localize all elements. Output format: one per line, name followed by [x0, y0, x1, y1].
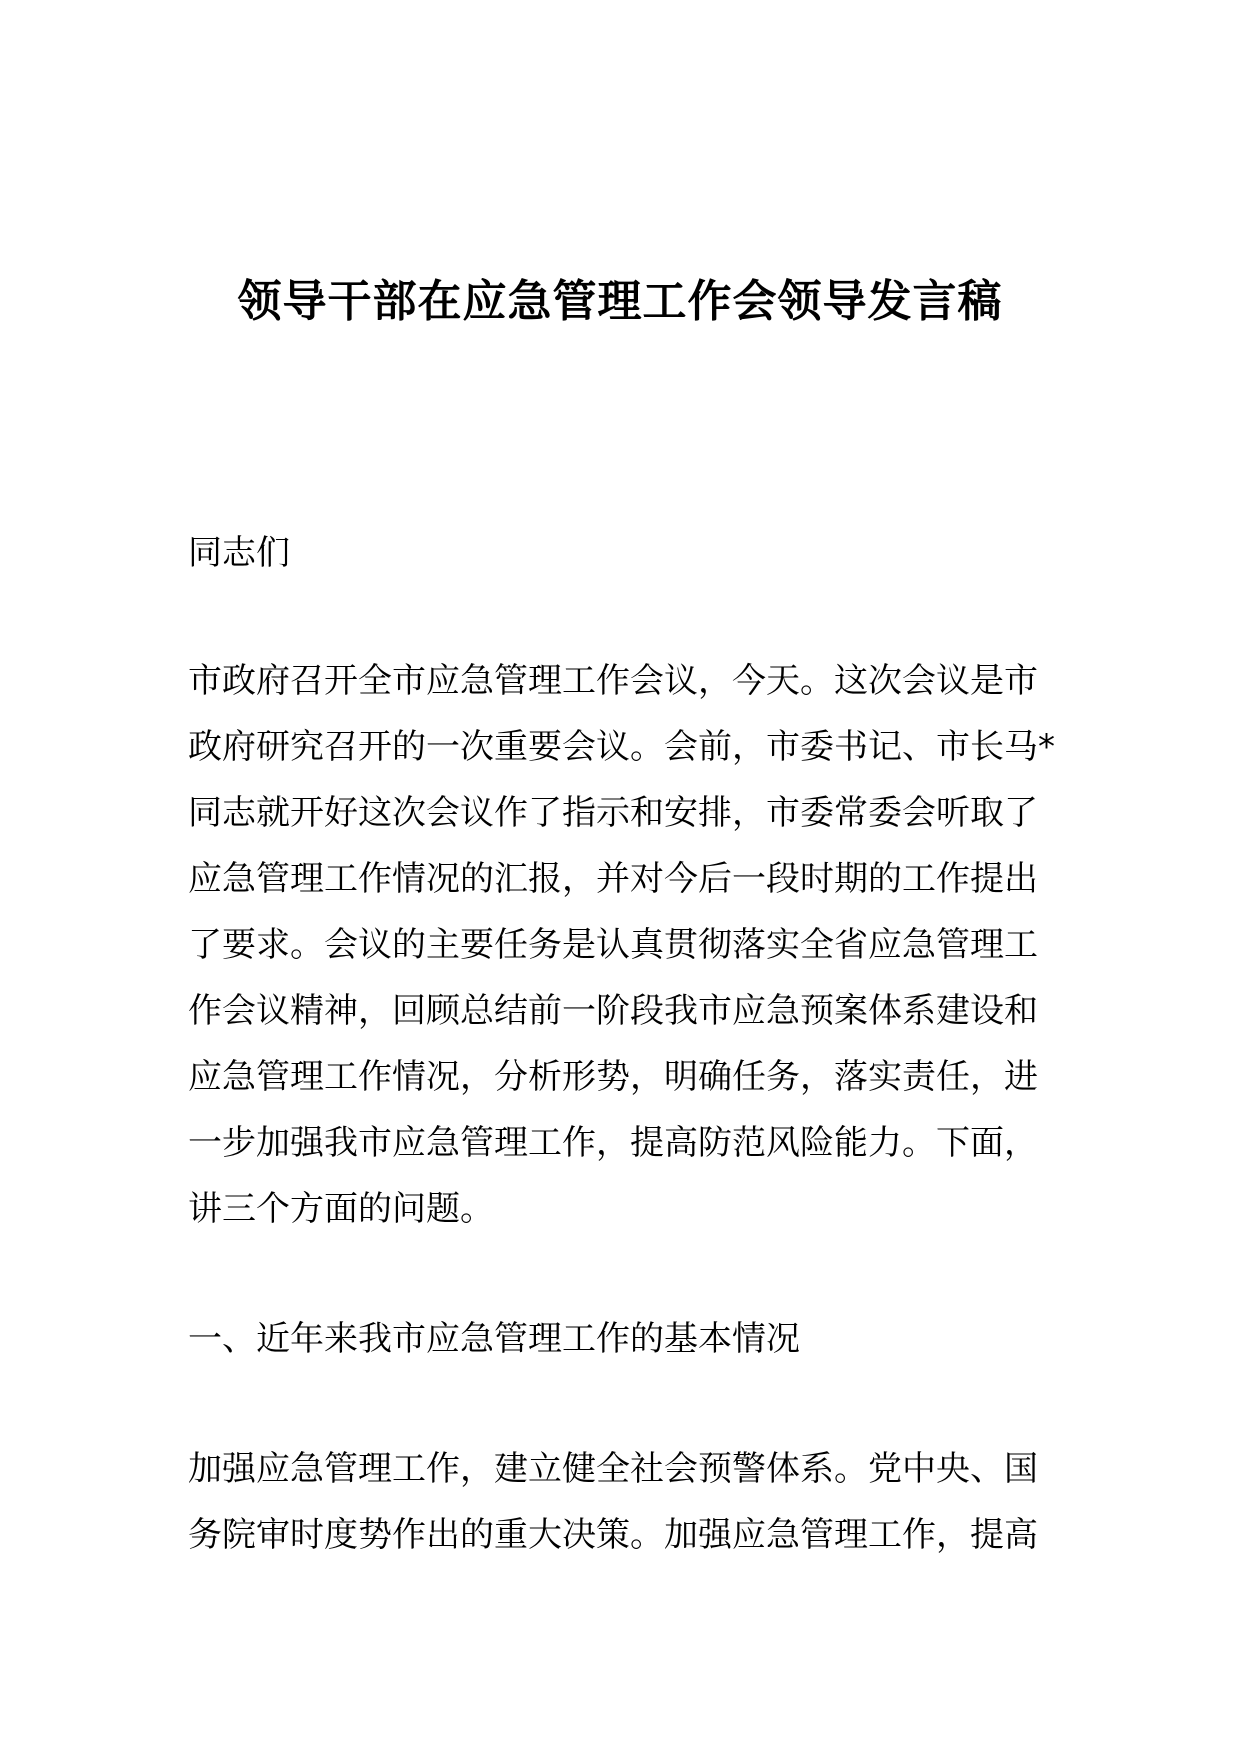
document-title: 领导干部在应急管理工作会领导发言稿 [237, 276, 1003, 327]
paragraph-line: 应急管理工作情况，分析形势，明确任务，落实责任，进 [188, 1057, 1038, 1097]
paragraph-line: 务院审时度势作出的重大决策。加强应急管理工作，提高 [188, 1515, 1038, 1555]
paragraph-line: 应急管理工作情况的汇报，并对今后一段时期的工作提出 [188, 859, 1038, 899]
paragraph-line: 一步加强我市应急管理工作，提高防范风险能力。下面， [188, 1123, 1038, 1163]
paragraph-line: 政府研究召开的一次重要会议。会前，市委书记、市长马* [188, 727, 1055, 767]
paragraph-line: 作会议精神，回顾总结前一阶段我市应急预案体系建设和 [188, 991, 1038, 1031]
paragraph-line: 同志就开好这次会议作了指示和安排，市委常委会听取了 [188, 793, 1038, 833]
paragraph-section1 [188, 1436, 1068, 1568]
section-heading-1: 一、近年来我市应急管理工作的基本情况 [188, 1319, 800, 1359]
paragraph-line: 加强应急管理工作，建立健全社会预警体系。党中央、国 [188, 1449, 1038, 1489]
salutation: 同志们 [188, 533, 290, 573]
paragraph-line: 市政府召开全市应急管理工作会议，今天。这次会议是市 [188, 661, 1038, 701]
paragraph-line: 讲三个方面的问题。 [188, 1189, 494, 1229]
paragraph-line: 了要求。会议的主要任务是认真贯彻落实全省应急管理工 [188, 925, 1038, 965]
paragraph-intro [188, 648, 1068, 1242]
